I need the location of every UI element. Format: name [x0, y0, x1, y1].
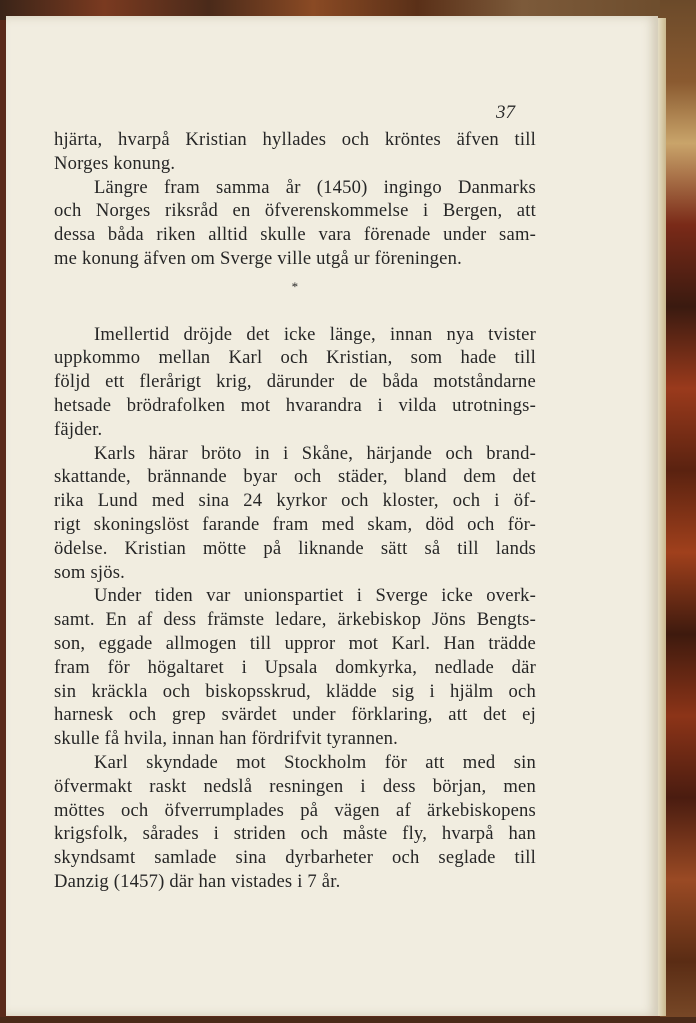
text-line: Norges konung.: [54, 152, 176, 174]
text-line: Under tiden var unionspartiet i Sverge icke overk-: [94, 585, 536, 607]
text-line: fäjder.: [54, 418, 103, 440]
text-line: hjärta, hvarpå Kristian hyllades och kröntes äfven till: [54, 129, 536, 150]
paragraph-group-before-separator: [54, 128, 536, 271]
text-line: rigt skoningslöst farande fram med skam, död och för-: [54, 513, 536, 535]
text-line: ödelse. Kristian mötte på liknande sätt så till lands: [54, 537, 536, 559]
paragraph-group-after-separator: [54, 323, 536, 894]
text-line: rika Lund med sina 24 kyrkor och kloster, och i öf-: [54, 490, 536, 512]
text-line: skattande, brännande byar och städer, bland dem det: [54, 466, 536, 488]
text-line: samt. En af dess främste ledare, ärkebiskop Jöns Bengts-: [54, 609, 536, 631]
text-line: möttes och öfverrumplades på vägen af ärkebiskopens: [54, 799, 536, 821]
text-line: Imellertid dröjde det icke länge, innan nya tvister: [94, 323, 536, 345]
text-line: harnesk och grep svärdet under förklaring, att det ej: [54, 704, 536, 726]
page-number: 37: [496, 102, 515, 123]
section-separator: *: [291, 278, 299, 294]
text-line: följd ett flerårigt krig, därunder de båda motståndarne: [54, 371, 536, 393]
text-line: Karls härar bröto in i Skåne, härjande och brand-: [94, 442, 536, 464]
body-text: [54, 128, 536, 894]
text-line: son, eggade allmogen till uppror mot Karl. Han trädde: [54, 632, 536, 654]
page-edge: [658, 18, 666, 1016]
text-line: krigsfolk, sårades i striden och måste fly, hvarpå han: [54, 823, 536, 845]
text-line: som sjös.: [54, 561, 126, 583]
text-line: hetsade brödrafolken mot hvarandra i vilda utrotnings-: [54, 394, 536, 416]
text-line: öfvermakt raskt nedslå resningen i dess början, men: [54, 775, 536, 797]
book-binding-bottom: [0, 1017, 696, 1023]
text-line: sin kräckla och biskopsskrud, klädde sig i hjälm och: [54, 680, 536, 702]
text-line: fram för högaltaret i Upsala domkyrka, nedlade där: [54, 656, 536, 678]
text-line: Danzig (1457) där han vistades i 7 år.: [54, 870, 341, 892]
text-line: Längre fram samma år (1450) ingingo Danmarks: [94, 176, 536, 198]
text-line: skulle få hvila, innan han fördrifvit tyrannen.: [54, 728, 398, 750]
text-line: me konung äfven om Sverge ville utgå ur föreningen.: [54, 247, 462, 269]
text-line: Karl skyndade mot Stockholm för att med sin: [94, 751, 536, 773]
text-line: skyndsamt samlade sina dyrbarheter och seglade till: [54, 847, 536, 869]
text-line: och Norges riksråd en öfverenskommelse i Bergen, att: [54, 200, 536, 222]
text-line: dessa båda riken alltid skulle vara förenade under sam-: [54, 224, 536, 246]
text-line: uppkommo mellan Karl och Kristian, som hade till: [54, 347, 536, 369]
